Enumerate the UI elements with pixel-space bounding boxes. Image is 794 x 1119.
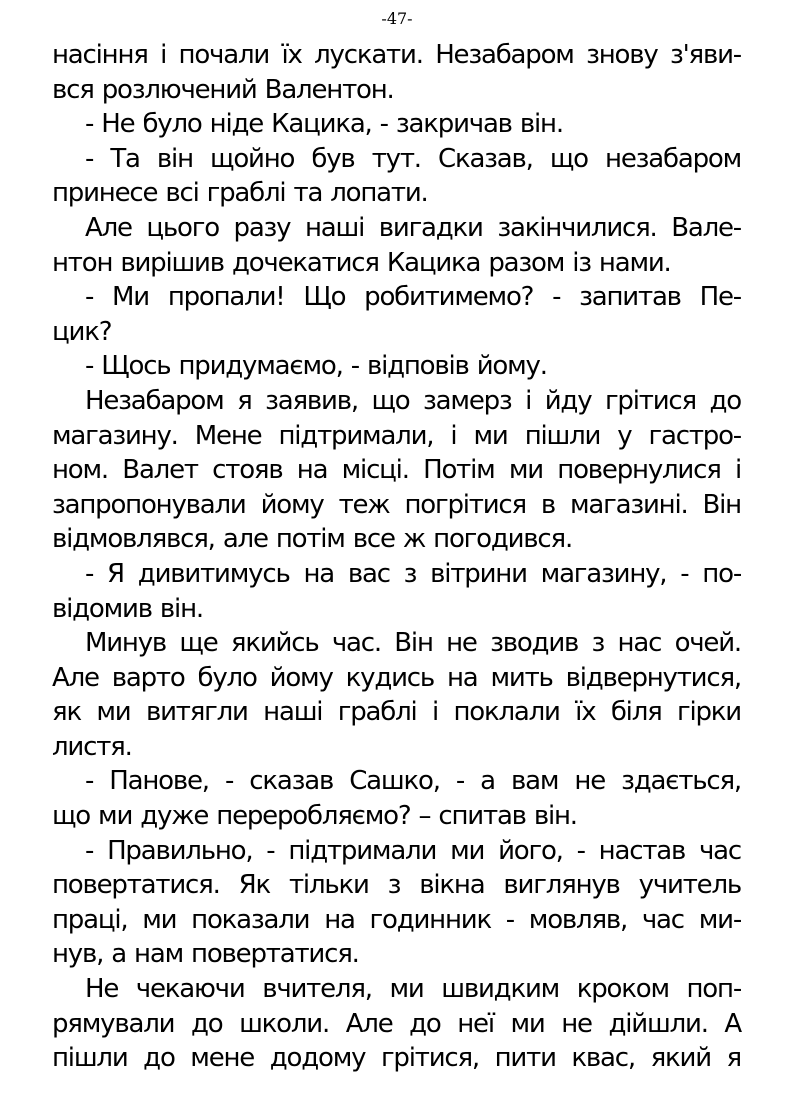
text-line: принесе всі граблі та лопати. bbox=[52, 178, 428, 209]
text-line: - Панове, - сказав Сашко, - а вам не здається, bbox=[85, 766, 741, 797]
text-line: Незабаром я заявив, що замерз і йду грітися до bbox=[85, 385, 741, 416]
text-line: цик? bbox=[52, 316, 112, 347]
text-line: повертатися. Як тільки з вікна виглянув учитель bbox=[52, 870, 741, 901]
page-number: -47- bbox=[381, 9, 413, 28]
text-line: нтон вирішив дочекатися Кацика разом із нами. bbox=[52, 247, 671, 278]
text-line: що ми дуже переробляємо? – спитав він. bbox=[52, 801, 577, 832]
text-line: - Та він щойно був тут. Сказав, що незабаром bbox=[85, 143, 741, 174]
text-line: Минув ще якийсь час. Він не зводив з нас очей. bbox=[85, 628, 741, 659]
text-line: нув, а нам повертатися. bbox=[52, 939, 359, 970]
text-line: магазину. Мене підтримали, і ми пішли у гастро- bbox=[52, 420, 741, 451]
text-line: пішли до мене додому грітися, пити квас, який я bbox=[52, 1043, 741, 1074]
text-line: - Щось придумаємо, - відповів йому. bbox=[85, 351, 547, 382]
text-line: насіння і почали їх лускати. Незабаром знову з'яви- bbox=[52, 40, 741, 70]
text-line: як ми витягли наші граблі і поклали їх біля гірки bbox=[52, 697, 741, 728]
text-line: вся розлючений Валентон. bbox=[52, 74, 394, 105]
text-line: Але варто було йому кудись на мить відвернутися, bbox=[52, 662, 741, 693]
text-line: - Ми пропали! Що робитимемо? - запитав Пе- bbox=[85, 282, 741, 313]
text-line: - Я дивитимусь на вас з вітрини магазину, - по- bbox=[85, 558, 741, 589]
text-line: рямували до школи. Але до неї ми не дійшли. А bbox=[52, 1008, 741, 1039]
text-line: ном. Валет стояв на місці. Потім ми повернулися і bbox=[52, 455, 741, 486]
text-line: Не чекаючи вчителя, ми швидким кроком поп- bbox=[85, 974, 741, 1005]
text-line: - Правильно, - підтримали ми його, - настав час bbox=[85, 835, 741, 866]
text-line: відомив він. bbox=[52, 593, 203, 624]
text-line: - Не було ніде Кацика, - закричав він. bbox=[85, 109, 563, 140]
text-line: листя. bbox=[52, 731, 132, 762]
text-line: запропонували йому теж погрітися в магазині. Він bbox=[52, 489, 741, 520]
text-line: праці, ми показали на годинник - мовляв, час ми- bbox=[52, 904, 741, 935]
text-line: відмовлявся, але потім все ж погодився. bbox=[52, 524, 573, 555]
document-body bbox=[52, 38, 741, 1076]
text-line: Але цього разу наші вигадки закінчилися. Вале- bbox=[85, 212, 741, 243]
